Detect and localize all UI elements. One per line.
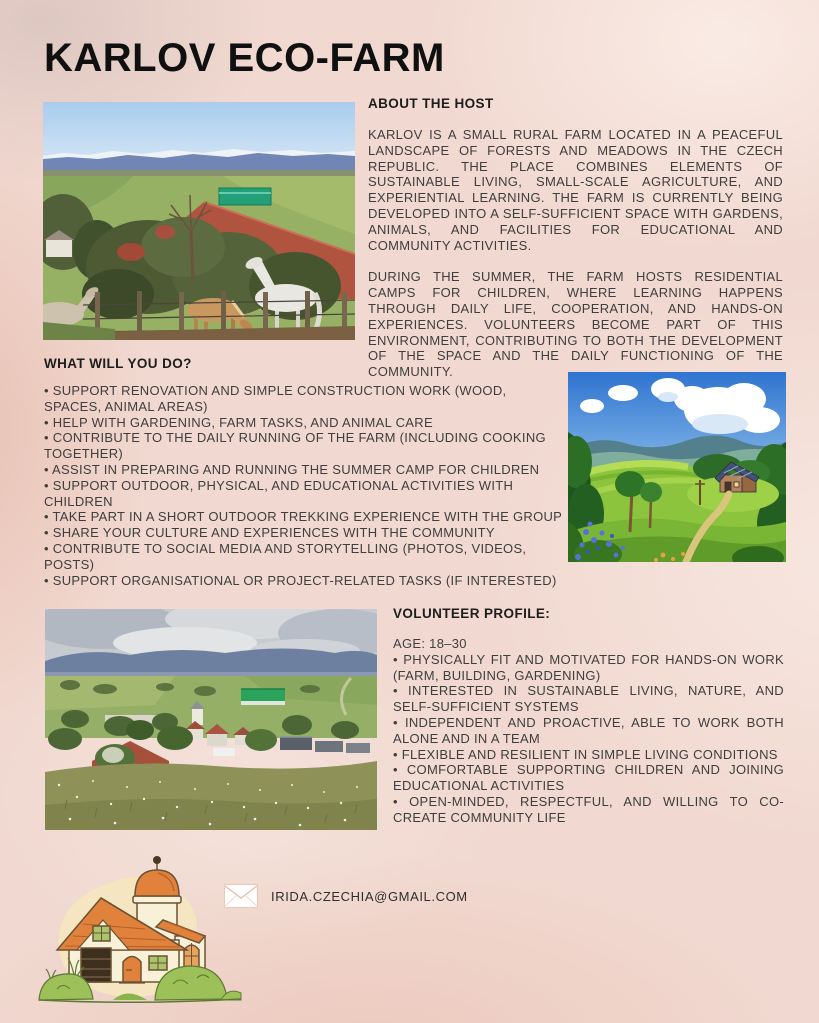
what-to-do-heading: WHAT WILL YOU DO?: [44, 356, 192, 371]
todo-item: • SUPPORT OUTDOOR, PHYSICAL, AND EDUCATIONAL ACTIVITIES WITH CHILDREN: [44, 477, 514, 509]
volunteer-profile-section: [393, 606, 784, 826]
todo-item: • SUPPORT ORGANISATIONAL OR PROJECT-RELATED TASKS (IF INTERESTED): [44, 572, 557, 588]
profile-item: • COMFORTABLE SUPPORTING CHILDREN AND JOINING EDUCATIONAL ACTIVITIES: [393, 762, 784, 794]
what-to-do-section: [44, 356, 565, 588]
farmhouse-illustration: [37, 848, 242, 1018]
todo-item: • HELP WITH GARDENING, FARM TASKS, AND ANIMAL CARE: [44, 414, 433, 430]
todo-item: • CONTRIBUTE TO SOCIAL MEDIA AND STORYTELLING (PHOTOS, VIDEOS, POSTS): [44, 540, 527, 572]
about-paragraph-2: DURING THE SUMMER, THE FARM HOSTS RESIDENTIAL CAMPS FOR CHILDREN, WHERE LEARNING HAPPENS THROUGH DAILY LIFE, COOPERATION, AND HANDS-ON EXPERIENCES. VOLUNTEERS BECOME PART OF THIS ENVIRONMENT, CONTRIBUTING TO BOTH THE DEVELOPMENT OF THE SPACE AND THE DAILY FUNCTIONING OF THE COMMUNITY.: [368, 269, 783, 380]
farm-buildings: [280, 737, 370, 753]
profile-item: • FLEXIBLE AND RESILIENT IN SIMPLE LIVING CONDITIONS: [393, 746, 778, 762]
green-roof-barn: [241, 689, 285, 705]
envelope-icon: [224, 884, 258, 908]
profile-item: • PHYSICALLY FIT AND MOTIVATED FOR HANDS-ON WORK (FARM, BUILDING, GARDENING): [393, 651, 784, 683]
todo-item: • TAKE PART IN A SHORT OUTDOOR TREKKING EXPERIENCE WITH THE GROUP: [44, 509, 563, 525]
profile-item: • INTERESTED IN SUSTAINABLE LIVING, NATURE, AND SELF-SUFFICIENT SYSTEMS: [393, 683, 784, 715]
about-section: [368, 96, 783, 396]
todo-item: • SHARE YOUR CULTURE AND EXPERIENCES WITH THE COMMUNITY: [44, 525, 495, 541]
profile-item: • INDEPENDENT AND PROACTIVE, ABLE TO WORK BOTH ALONE AND IN A TEAM: [393, 714, 784, 746]
farm-horses-photo: [43, 102, 355, 340]
contact-email: IRIDA.CZECHIA@GMAIL.COM: [271, 889, 468, 904]
countryside-photo: [45, 609, 377, 830]
age-line: AGE: 18–30: [393, 636, 467, 651]
todo-item: • CONTRIBUTE TO THE DAILY RUNNING OF THE FARM (INCLUDING COOKING TOGETHER): [44, 430, 546, 462]
todo-item: • SUPPORT RENOVATION AND SIMPLE CONSTRUCTION WORK (WOOD, SPACES, ANIMAL AREAS): [44, 383, 507, 414]
about-heading: ABOUT THE HOST: [368, 96, 494, 111]
profile-item: • OPEN-MINDED, RESPECTFUL, AND WILLING TO CO-CREATE COMMUNITY LIFE: [393, 793, 784, 825]
volunteer-profile-heading: VOLUNTEER PROFILE:: [393, 606, 551, 621]
todo-item: • ASSIST IN PREPARING AND RUNNING THE SUMMER CAMP FOR CHILDREN: [44, 461, 540, 477]
hills-illustration: [568, 372, 786, 562]
about-paragraph-1: KARLOV IS A SMALL RURAL FARM LOCATED IN A PEACEFUL LANDSCAPE OF FORESTS AND MEADOWS IN THE CZECH REPUBLIC. THE PLACE COMBINES ELEMENTS OF SUSTAINABLE LIVING, SMALL-SCALE AGRICULTURE, AND EXPERIENTIAL LEARNING. THE FARM IS CURRENTLY BEING DEVELOPED INTO A SELF-SUFFICIENT SPACE WITH GARDENS, ANIMALS, AND FACILITIES FOR EDUCATIONAL AND COMMUNITY ACTIVITIES.: [368, 127, 783, 253]
page-title: KARLOV ECO-FARM: [44, 36, 445, 80]
